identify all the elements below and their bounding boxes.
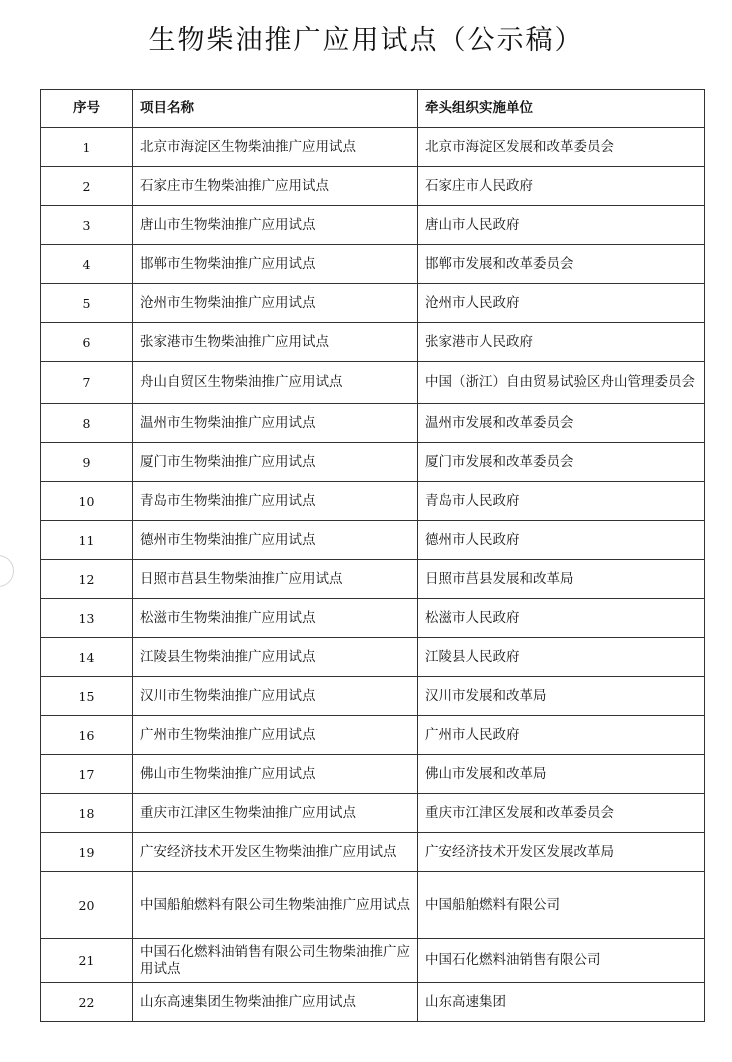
table-row [41,128,705,167]
pilot-projects-table [40,89,705,1022]
table-row [41,794,705,833]
row-lead-unit: 中国（浙江）自由贸易试验区舟山管理委员会 [418,362,705,404]
table-header-row [41,90,705,128]
table-row [41,833,705,872]
table-row [41,939,705,983]
row-project-name: 广州市生物柴油推广应用试点 [133,716,418,755]
row-project-name: 广安经济技术开发区生物柴油推广应用试点 [133,833,418,872]
row-number: 8 [41,404,133,443]
row-number: 5 [41,284,133,323]
table-row [41,167,705,206]
row-project-name: 舟山自贸区生物柴油推广应用试点 [133,362,418,404]
row-number: 12 [41,560,133,599]
page-title: 生物柴油推广应用试点（公示稿） [148,25,584,56]
row-number: 9 [41,443,133,482]
row-lead-unit: 沧州市人民政府 [418,284,705,323]
row-number: 18 [41,794,133,833]
row-project-name: 德州市生物柴油推广应用试点 [133,521,418,560]
row-number: 11 [41,521,133,560]
row-number: 4 [41,245,133,284]
row-lead-unit: 厦门市发展和改革委员会 [418,443,705,482]
table-row [41,677,705,716]
row-project-name: 佛山市生物柴油推广应用试点 [133,755,418,794]
row-number: 3 [41,206,133,245]
table-row [41,560,705,599]
row-project-name: 唐山市生物柴油推广应用试点 [133,206,418,245]
table-row [41,599,705,638]
table-row [41,284,705,323]
row-number: 14 [41,638,133,677]
row-number: 21 [41,939,133,983]
row-number: 10 [41,482,133,521]
table-row [41,755,705,794]
row-project-name: 汉川市生物柴油推广应用试点 [133,677,418,716]
row-lead-unit: 北京市海淀区发展和改革委员会 [418,128,705,167]
row-lead-unit: 青岛市人民政府 [418,482,705,521]
row-lead-unit: 温州市发展和改革委员会 [418,404,705,443]
row-project-name: 山东高速集团生物柴油推广应用试点 [133,983,418,1022]
row-lead-unit: 佛山市发展和改革局 [418,755,705,794]
table-row [41,983,705,1022]
row-project-name: 日照市莒县生物柴油推广应用试点 [133,560,418,599]
table-row [41,206,705,245]
row-number: 17 [41,755,133,794]
row-project-name: 青岛市生物柴油推广应用试点 [133,482,418,521]
table-row [41,362,705,404]
row-lead-unit: 汉川市发展和改革局 [418,677,705,716]
table-row [41,404,705,443]
row-project-name: 石家庄市生物柴油推广应用试点 [133,167,418,206]
row-number: 16 [41,716,133,755]
row-lead-unit: 唐山市人民政府 [418,206,705,245]
row-project-name: 重庆市江津区生物柴油推广应用试点 [133,794,418,833]
row-lead-unit: 重庆市江津区发展和改革委员会 [418,794,705,833]
header-number: 序号 [41,90,133,128]
row-number: 13 [41,599,133,638]
header-project-name: 项目名称 [133,90,418,128]
row-number: 1 [41,128,133,167]
table-row [41,872,705,939]
row-lead-unit: 山东高速集团 [418,983,705,1022]
row-number: 19 [41,833,133,872]
side-scroll-indicator [0,555,14,587]
table-row [41,638,705,677]
row-lead-unit: 中国船舶燃料有限公司 [418,872,705,939]
row-lead-unit: 松滋市人民政府 [418,599,705,638]
row-project-name: 温州市生物柴油推广应用试点 [133,404,418,443]
row-number: 20 [41,872,133,939]
row-lead-unit: 邯郸市发展和改革委员会 [418,245,705,284]
table-row [41,323,705,362]
header-lead-unit: 牵头组织实施单位 [418,90,705,128]
row-lead-unit: 江陵县人民政府 [418,638,705,677]
row-project-name: 张家港市生物柴油推广应用试点 [133,323,418,362]
row-lead-unit: 广州市人民政府 [418,716,705,755]
row-project-name: 江陵县生物柴油推广应用试点 [133,638,418,677]
table-row [41,716,705,755]
table-row [41,521,705,560]
row-lead-unit: 日照市莒县发展和改革局 [418,560,705,599]
row-lead-unit: 石家庄市人民政府 [418,167,705,206]
row-number: 15 [41,677,133,716]
row-project-name: 中国石化燃料油销售有限公司生物柴油推广应用试点 [133,939,418,983]
row-number: 6 [41,323,133,362]
row-project-name: 中国船舶燃料有限公司生物柴油推广应用试点 [133,872,418,939]
row-lead-unit: 广安经济技术开发区发展改革局 [418,833,705,872]
row-number: 22 [41,983,133,1022]
row-lead-unit: 中国石化燃料油销售有限公司 [418,939,705,983]
table-row [41,443,705,482]
table-row [41,482,705,521]
row-lead-unit: 张家港市人民政府 [418,323,705,362]
row-project-name: 厦门市生物柴油推广应用试点 [133,443,418,482]
table-row [41,245,705,284]
row-project-name: 松滋市生物柴油推广应用试点 [133,599,418,638]
row-number: 7 [41,362,133,404]
row-project-name: 邯郸市生物柴油推广应用试点 [133,245,418,284]
row-project-name: 沧州市生物柴油推广应用试点 [133,284,418,323]
row-number: 2 [41,167,133,206]
row-lead-unit: 德州市人民政府 [418,521,705,560]
row-project-name: 北京市海淀区生物柴油推广应用试点 [133,128,418,167]
